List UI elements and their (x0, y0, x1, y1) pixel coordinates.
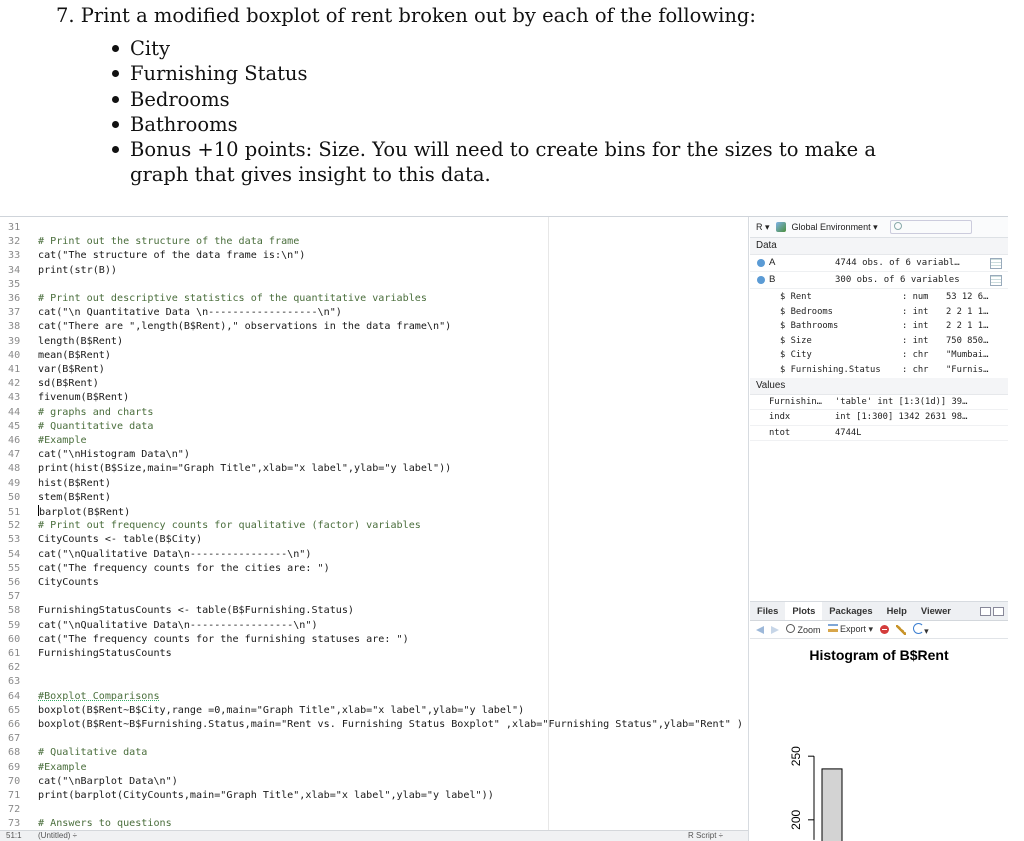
code-text: FurnishingStatusCounts <- table(B$Furnishing.Status) (38, 605, 355, 617)
code-line[interactable] (0, 647, 172, 661)
code-text: var(B$Rent) (38, 364, 105, 375)
code-line[interactable] (0, 732, 38, 746)
line-number: 45 (8, 420, 21, 432)
line-number: 70 (8, 775, 21, 787)
code-text: CityCounts (38, 577, 99, 588)
code-line[interactable] (0, 278, 38, 292)
bullet-city: City (110, 36, 920, 61)
field-type: : chr (902, 364, 929, 375)
print-margin-line (548, 217, 549, 831)
code-text: CityCounts <- table(B$City) (38, 534, 203, 546)
code-text: cat("The structure of the data frame is:\n") (38, 250, 306, 262)
structure-row (750, 348, 1008, 363)
object-name: A (769, 257, 776, 268)
search-icon (894, 222, 902, 230)
refresh-caret: ▾ (924, 625, 929, 636)
code-line[interactable] (0, 562, 330, 576)
refresh-icon (913, 623, 924, 634)
code-text: # Answers to questions (38, 818, 172, 830)
field-type: : num (902, 292, 929, 302)
code-line[interactable] (0, 235, 299, 249)
field-type: : int (902, 321, 929, 332)
pane-window-buttons (980, 607, 1008, 616)
line-number: 41 (8, 364, 21, 375)
value-row[interactable] (750, 410, 1008, 426)
plot-area (750, 638, 1008, 841)
line-number: 72 (8, 804, 21, 816)
object-desc: 300 obs. of 6 variables (835, 275, 960, 285)
field-values: "Furnis… (946, 364, 989, 375)
export-label: Export ▾ (840, 624, 874, 634)
line-number: 71 (8, 790, 21, 801)
code-text: #Boxplot Comparisons (38, 690, 160, 702)
code-text: # Quantitative data (38, 420, 154, 432)
code-line[interactable] (0, 448, 190, 462)
zoom-icon (786, 624, 795, 633)
scope-selector[interactable]: Global Environment ▾ (791, 221, 878, 232)
line-number: 34 (8, 264, 21, 276)
structure-row (750, 363, 1008, 378)
code-text: sd(B$Rent) (38, 378, 99, 390)
value-name: Furnishin… (769, 396, 822, 407)
field-type: : chr (902, 350, 929, 361)
line-number: 46 (8, 435, 21, 446)
line-number: 33 (8, 250, 21, 262)
environment-search-input[interactable] (890, 220, 972, 234)
code-text: length(B$Rent) (38, 335, 124, 347)
code-line[interactable] (0, 633, 409, 647)
line-number: 52 (8, 520, 21, 532)
chart-title: Histogram of B$Rent (809, 647, 949, 663)
back-arrow-icon[interactable] (756, 626, 764, 634)
question-bullets (110, 36, 920, 188)
field-values: 2 2 1 1… (946, 321, 989, 332)
line-number: 44 (8, 406, 21, 418)
line-number: 64 (8, 690, 21, 702)
file-type-selector[interactable]: R Script ÷ (688, 831, 724, 840)
code-line[interactable] (0, 548, 311, 562)
code-text: cat("The frequency counts for the cities are: ") (38, 562, 330, 574)
code-line[interactable] (0, 789, 494, 803)
code-line[interactable] (0, 661, 38, 675)
field-values: "Mumbai… (946, 350, 989, 361)
tab-plots[interactable]: Plots (785, 602, 822, 620)
value-row[interactable] (750, 395, 1008, 411)
clear-plots-icon[interactable] (896, 625, 906, 635)
object-desc: 4744 obs. of 6 variabl… (835, 258, 960, 268)
line-number: 63 (8, 676, 21, 688)
bullet-furnishing-status: Furnishing Status (110, 61, 920, 86)
field-name: $ Rent (780, 292, 812, 302)
cursor-position: 51:1 (6, 831, 22, 840)
tab-files[interactable]: Files (757, 605, 779, 616)
plots-toolbar (750, 621, 1008, 639)
field-name: $ Furnishing.Status (780, 364, 881, 375)
maximize-icon[interactable] (993, 607, 1004, 616)
language-selector[interactable]: R ▾ (756, 221, 770, 232)
code-line[interactable] (0, 718, 743, 732)
histogram-bar (822, 769, 842, 841)
code-line[interactable] (0, 221, 38, 235)
expand-icon[interactable] (757, 259, 765, 267)
code-line[interactable] (0, 590, 38, 604)
line-number: 32 (8, 236, 21, 248)
histogram-chart (750, 638, 1008, 841)
zoom-label: Zoom (797, 625, 821, 635)
line-number: 60 (8, 633, 21, 645)
field-values: 53 12 6… (946, 292, 989, 302)
code-text: # Qualitative data (38, 747, 148, 759)
line-number: 49 (8, 477, 21, 489)
code-text: boxplot(B$Rent~B$City,range =0,main="Graph Title",xlab="x label",ylab="y label") (38, 704, 525, 716)
code-line[interactable] (0, 491, 111, 505)
code-line[interactable] (0, 746, 147, 760)
code-text: FurnishingStatusCounts (38, 648, 172, 659)
remove-plot-icon[interactable] (880, 625, 889, 634)
tab-viewer[interactable]: Viewer (920, 605, 951, 616)
question-block (0, 0, 1024, 212)
code-text: barplot(B$Rent) (39, 507, 131, 518)
editor-statusbar (0, 830, 748, 841)
code-line[interactable] (0, 675, 38, 689)
environment-pane (750, 217, 1008, 597)
line-number: 69 (8, 761, 21, 773)
line-number: 68 (8, 747, 21, 759)
structure-row (750, 319, 1008, 334)
field-name: $ Bedrooms (780, 306, 833, 317)
scope-indicator[interactable]: (Untitled) ÷ (38, 831, 78, 840)
code-text: cat("\nQualitative Data\n----------------\n") (38, 548, 312, 560)
code-line[interactable] (0, 505, 130, 519)
line-number: 67 (8, 733, 21, 745)
line-number: 37 (8, 307, 21, 319)
code-line[interactable] (0, 434, 87, 448)
code-line[interactable] (0, 363, 105, 377)
line-number: 43 (8, 392, 21, 404)
field-name: $ Size (780, 335, 812, 346)
line-number: 73 (8, 818, 21, 830)
code-line[interactable] (0, 320, 451, 334)
code-text: cat("\nQualitative Data\n-----------------\n") (38, 619, 318, 631)
code-text: # Print out descriptive statistics of the quantitative variables (38, 293, 427, 304)
tab-help[interactable]: Help (886, 605, 907, 616)
code-text: cat("\nHistogram Data\n") (38, 449, 190, 461)
view-grid-icon[interactable] (990, 258, 1002, 269)
code-line[interactable] (0, 533, 202, 547)
source-editor[interactable] (0, 217, 749, 841)
code-line[interactable] (0, 349, 111, 363)
line-number: 35 (8, 278, 21, 290)
line-number: 47 (8, 449, 21, 461)
code-line[interactable] (0, 377, 99, 391)
structure-row (750, 305, 1008, 320)
line-number: 55 (8, 562, 21, 574)
code-text: cat("\n Quantitative Data \n------------------\n") (38, 307, 342, 319)
value-content: int [1:300] 1342 2631 98… (835, 412, 968, 423)
code-text: # graphs and charts (38, 406, 154, 418)
refresh-button[interactable] (913, 623, 929, 637)
line-number: 59 (8, 619, 21, 631)
line-number: 38 (8, 321, 21, 333)
code-line[interactable] (0, 604, 354, 618)
line-number: 58 (8, 605, 21, 617)
line-number: 31 (8, 222, 21, 233)
line-number: 42 (8, 378, 21, 390)
line-number: 39 (8, 335, 21, 347)
line-number: 61 (8, 648, 21, 659)
code-line[interactable] (0, 619, 318, 633)
export-button[interactable] (828, 624, 874, 635)
code-text: fivenum(B$Rent) (38, 392, 130, 404)
line-number: 36 (8, 293, 21, 304)
code-line[interactable] (0, 391, 129, 405)
code-line[interactable] (0, 761, 87, 775)
code-text: print(str(B)) (38, 264, 118, 276)
line-number: 62 (8, 662, 21, 674)
y-tick-label: 250 (789, 746, 803, 767)
code-line[interactable] (0, 292, 427, 306)
question-title: 7. Print a modified boxplot of rent broken out by each of the following: (56, 4, 756, 27)
pane-tabs (750, 602, 1008, 621)
code-text: hist(B$Rent) (38, 477, 111, 489)
bullet-bonus: Bonus +10 points: Size. You will need to create bins for the sizes to make a graph that gives insight to this data. (110, 137, 920, 188)
line-number: 50 (8, 491, 21, 503)
data-section-header: Data (750, 238, 1008, 255)
value-name: indx (769, 412, 791, 423)
bullet-bathrooms: Bathrooms (110, 112, 920, 137)
code-text: print(barplot(CityCounts,main="Graph Title",xlab="x label",ylab="y label")) (38, 790, 494, 801)
line-number: 48 (8, 463, 21, 475)
object-name: B (769, 274, 776, 285)
environment-toolbar (750, 217, 1008, 238)
line-number: 66 (8, 719, 21, 730)
forward-arrow-icon[interactable] (771, 626, 779, 634)
line-number: 40 (8, 349, 21, 361)
field-type: : int (902, 306, 929, 317)
bullet-bedrooms: Bedrooms (110, 87, 920, 112)
global-env-icon (776, 222, 786, 232)
code-line[interactable] (0, 775, 178, 789)
field-name: $ Bathrooms (780, 321, 839, 332)
code-line[interactable] (0, 576, 99, 590)
structure-row (750, 290, 1008, 305)
field-name: $ City (780, 350, 812, 361)
collapse-icon[interactable] (757, 276, 765, 284)
view-grid-icon[interactable] (990, 275, 1002, 286)
value-content: 4744L (835, 427, 862, 438)
y-tick-label: 200 (789, 809, 803, 830)
code-line[interactable] (0, 264, 117, 278)
code-line[interactable] (0, 406, 153, 420)
code-line[interactable] (0, 335, 123, 349)
code-text: cat("The frequency counts for the furnishing statuses are: ") (38, 633, 409, 645)
value-name: ntot (769, 427, 791, 438)
zoom-button[interactable] (786, 624, 821, 635)
export-icon (828, 624, 838, 632)
tab-packages[interactable]: Packages (829, 605, 873, 616)
line-number: 51 (8, 507, 21, 518)
code-line[interactable] (0, 690, 160, 704)
field-values: 2 2 1 1… (946, 306, 989, 317)
structure-list (750, 289, 1008, 378)
line-number: 56 (8, 577, 21, 588)
object-row-a[interactable] (750, 255, 1008, 272)
object-row-b[interactable] (750, 272, 1008, 289)
minimize-icon[interactable] (980, 607, 991, 616)
code-line[interactable] (0, 803, 38, 817)
code-line[interactable] (0, 249, 305, 263)
values-section-header: Values (750, 378, 1008, 395)
code-text: boxplot(B$Rent~B$Furnishing.Status,main="Rent vs. Furnishing Status Boxplot" ,xlab="Furnishing Status",ylab="Rent" ) (38, 719, 743, 730)
structure-row (750, 334, 1008, 349)
code-line[interactable] (0, 477, 111, 491)
value-content: 'table' int [1:3(1d)] 39… (835, 396, 968, 407)
code-text: print(hist(B$Size,main="Graph Title",xlab="x label",ylab="y label")) (38, 463, 452, 475)
value-row[interactable] (750, 426, 1008, 442)
code-line[interactable] (0, 519, 421, 533)
code-text: mean(B$Rent) (38, 349, 111, 361)
code-text: # Print out frequency counts for qualitative (factor) variables (38, 520, 421, 532)
line-number: 53 (8, 534, 21, 546)
code-text: #Example (38, 435, 87, 446)
code-line[interactable] (0, 420, 153, 434)
code-text: stem(B$Rent) (38, 491, 111, 503)
code-text: cat("There are ",length(B$Rent)," observations in the data frame\n") (38, 321, 452, 333)
code-line[interactable] (0, 306, 342, 320)
line-number: 54 (8, 548, 21, 560)
line-number: 65 (8, 704, 21, 716)
code-text: #Example (38, 761, 87, 773)
field-type: : int (902, 335, 929, 346)
rstudio-window (0, 216, 1008, 841)
line-number: 57 (8, 591, 21, 603)
plots-pane (750, 601, 1008, 841)
field-values: 750 850… (946, 335, 989, 346)
code-line[interactable] (0, 704, 524, 718)
code-text: cat("\nBarplot Data\n") (38, 775, 178, 787)
code-line[interactable] (0, 462, 451, 476)
code-text: # Print out the structure of the data frame (38, 236, 300, 248)
